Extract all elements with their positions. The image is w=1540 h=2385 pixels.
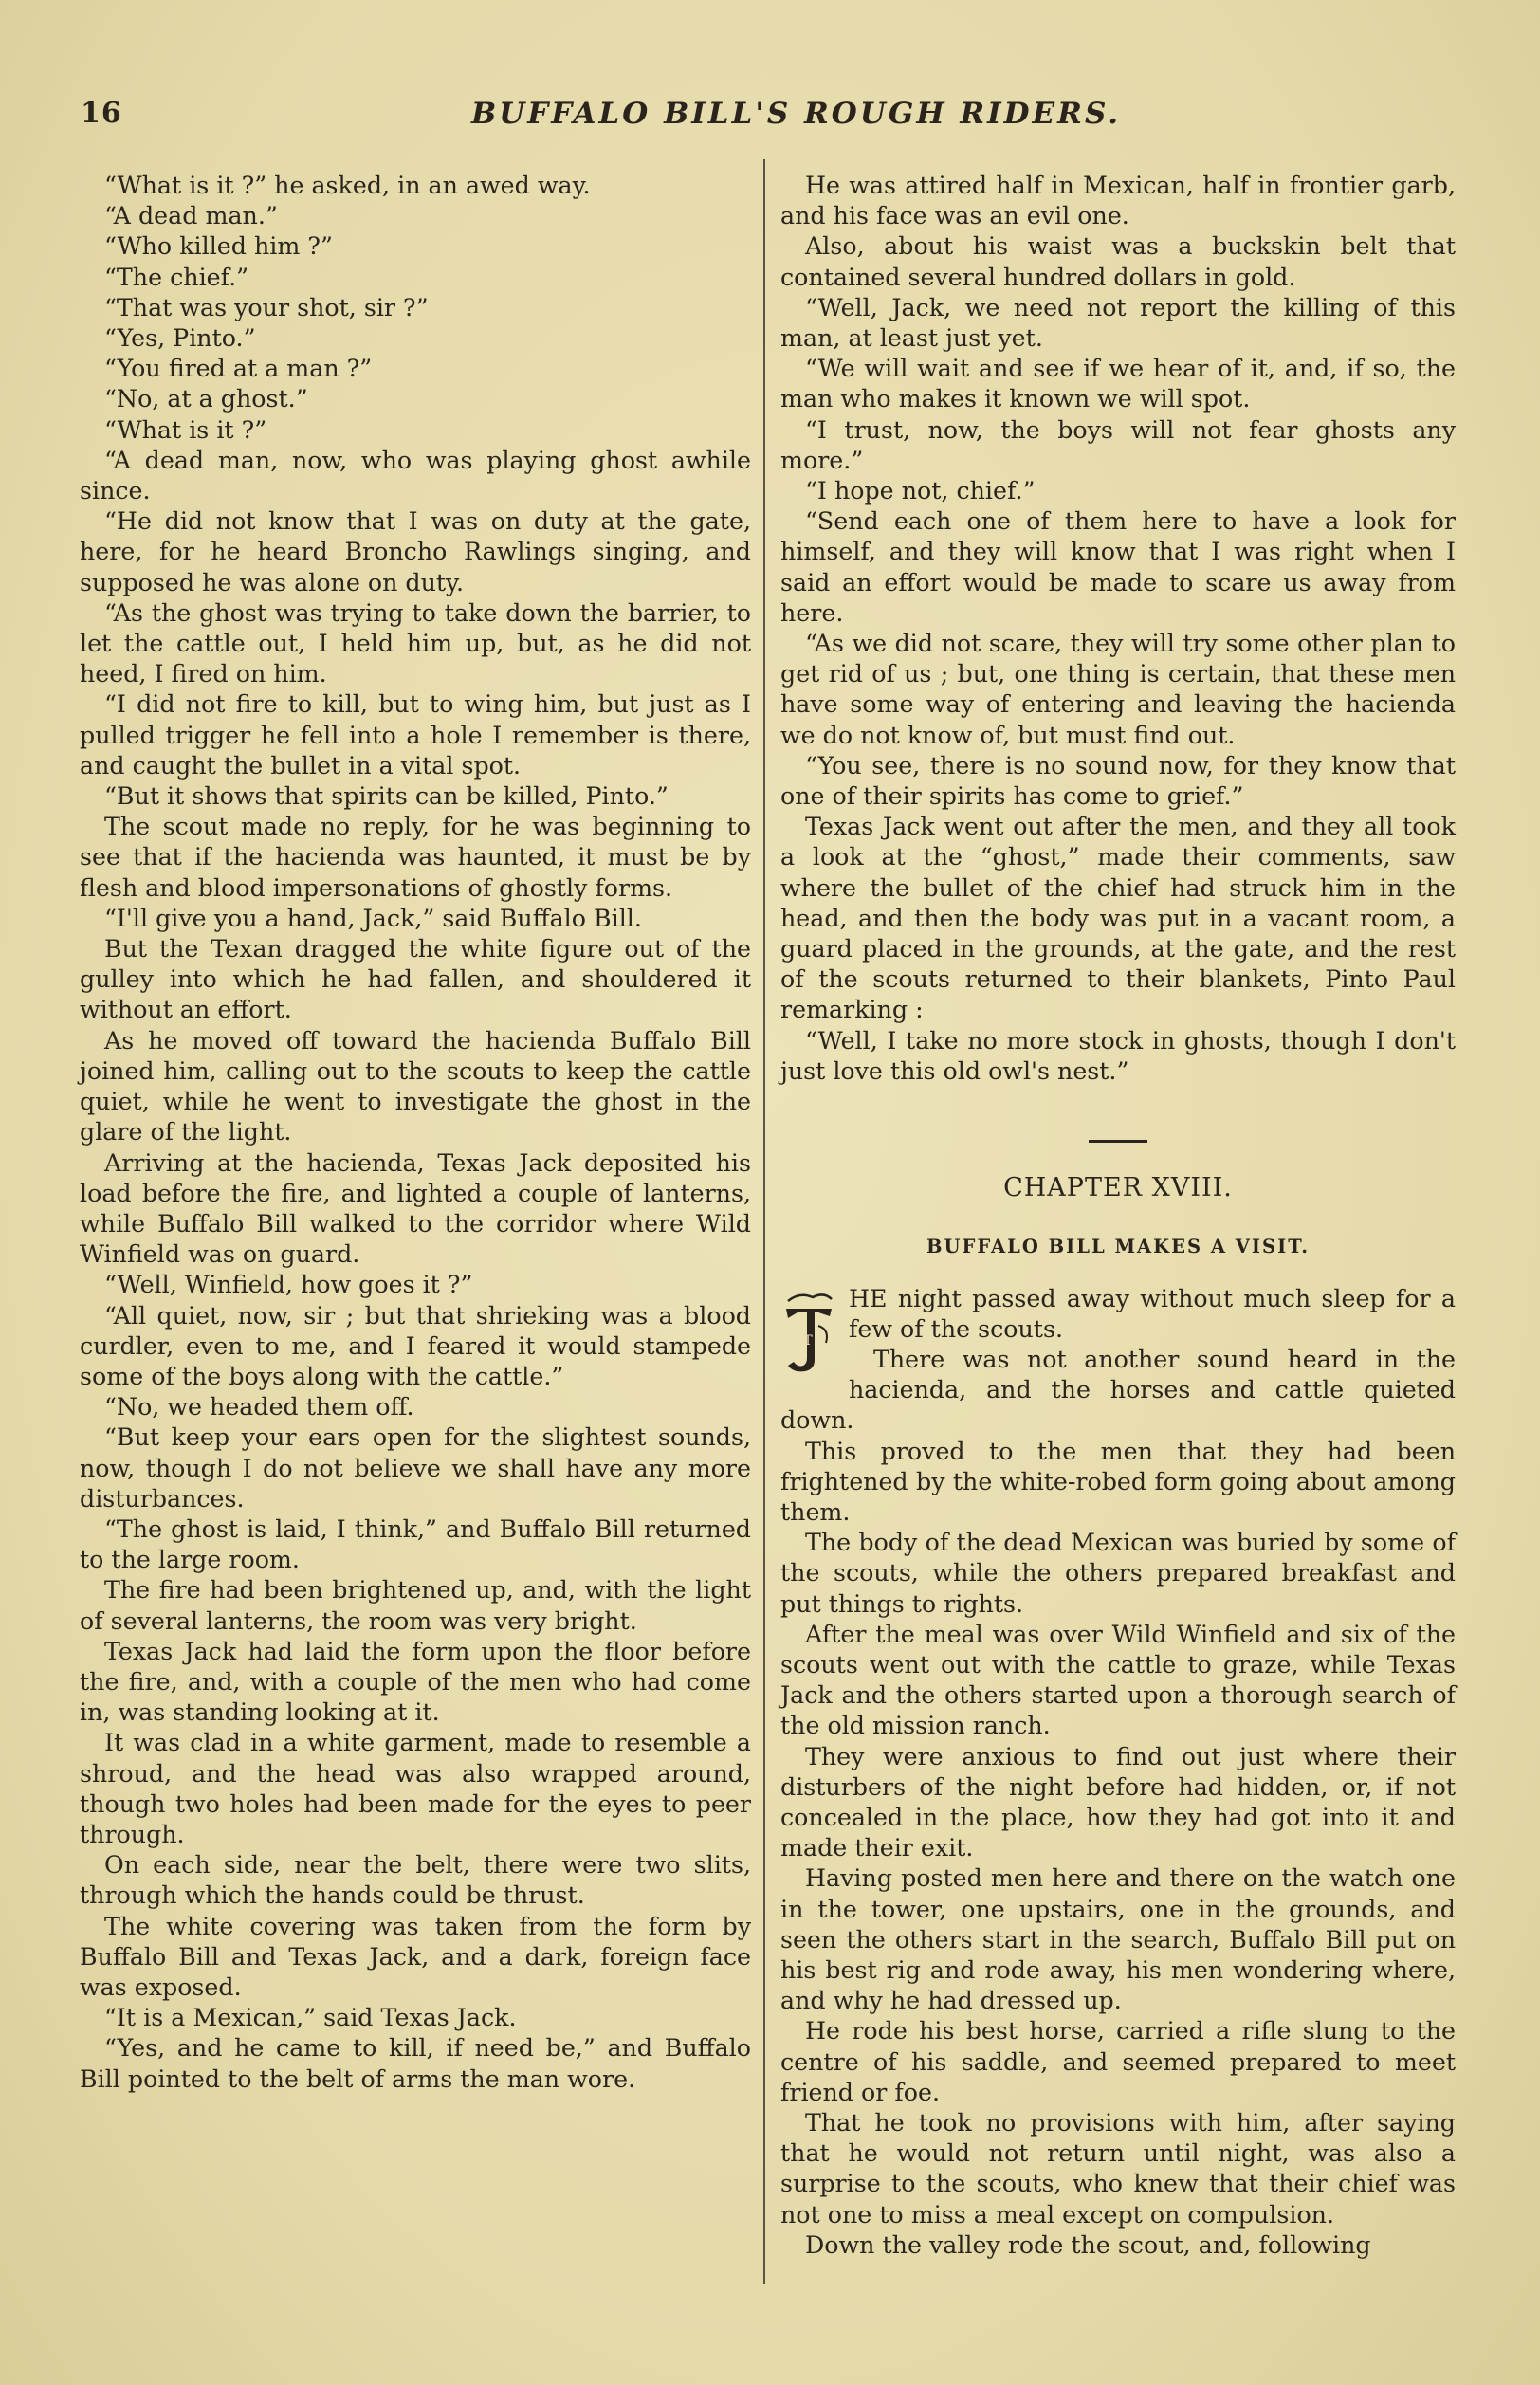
paragraph: Texas Jack went out after the men, and they all took a look at the “ghost,” made their comments, saw where the bullet of the chief had struck him in the head, and then the body was put in a vacant room, a guard placed in the grounds, at the gate, and the rest of the scouts returned to their blankets, Pinto Paul remarking :	[780, 813, 1456, 1024]
paragraph: “The chief.”	[104, 263, 249, 291]
paragraph: That he took no provisions with him, after saying that he would not return until night, was also a surprise to the scouts, who knew that their chief was not one to miss a meal except on compulsion.	[780, 2108, 1456, 2229]
paragraph: “I hope not, chief.”	[805, 477, 1036, 505]
paragraph: “I'll give you a hand, Jack,” said Buffalo Bill.	[104, 904, 642, 932]
paragraph: “That was your shot, sir ?”	[104, 293, 429, 321]
left-column	[80, 171, 751, 2095]
paragraph: “I did not fire to kill, but to wing him, but just as I pulled trigger he fell into a hole I remember is there, and caught the bullet in a vital spot.	[80, 690, 751, 780]
chapter-title: BUFFALO BILL MAKES A VISIT.	[926, 1236, 1311, 1258]
paragraph: “What is it ?” he asked, in an awed way.	[104, 172, 591, 199]
chapter-opening-text: HE night passed away without much sleep for a few of the scouts.	[849, 1284, 1456, 1343]
paragraph: On each side, near the belt, there were two slits, through which the hands could be thrust.	[80, 1851, 751, 1910]
paragraph: He rode his best horse, carried a rifle slung to the centre of his saddle, and seemed prepared to meet friend or foe.	[780, 2017, 1456, 2106]
paragraph: “As the ghost was trying to take down the barrier, to let the cattle out, I held him up, but, as he did not heed, I fired on him.	[80, 598, 751, 688]
paragraph: After the meal was over Wild Winfield and six of the scouts went out with the cattle to graze, while Texas Jack and the others started upon a thorough search of the old mission ranch.	[780, 1620, 1456, 1740]
paragraph: The white covering was taken from the form by Buffalo Bill and Texas Jack, and a dark, foreign face was exposed.	[80, 1912, 751, 2001]
paragraph: “The ghost is laid, I think,” and Buffalo Bill returned to the large room.	[80, 1514, 751, 1574]
running-title: BUFFALO BILL'S ROUGH RIDERS.	[471, 97, 1122, 131]
page-number: 16	[81, 97, 122, 130]
paragraph: They were anxious to find out just where their disturbers of the night before had hidden, or, if not concealed in the place, how they had got into it and made their exit.	[780, 1742, 1456, 1862]
paragraph: “Well, Winfield, how goes it ?”	[104, 1271, 473, 1299]
right-column-top	[780, 171, 1456, 1087]
paragraph: There was not another sound heard in the hacienda, and the horses and cattle quieted down.	[780, 1345, 1456, 1435]
paragraph: “But keep your ears open for the slightest sounds, now, though I do not believe we shall have any more disturbances.	[80, 1423, 751, 1513]
paragraph: “We will wait and see if we hear of it, and, if so, the man who makes it known we will spot.	[780, 355, 1456, 413]
paragraph: Also, about his waist was a buckskin belt that contained several hundred dollars in gold.	[780, 232, 1456, 291]
paragraph: “No, we headed them off.	[104, 1393, 414, 1422]
paragraph: “Send each one of them here to have a look for himself, and they will know that I was right when I said an effort would be made to scare us away from here.	[780, 507, 1456, 627]
paragraph: It was clad in a white garment, made to resemble a shroud, and the head was also wrapped around, though two holes had been made for the eyes to peer through.	[80, 1729, 751, 1848]
paragraph: Down the valley rode the scout, and, following	[805, 2230, 1371, 2259]
right-column-bottom	[780, 1345, 1456, 2261]
paragraph: “You fired at a man ?”	[104, 355, 373, 383]
column-divider	[763, 159, 765, 2284]
drop-cap-text: T	[803, 1332, 813, 1348]
paragraph: “Yes, and he came to kill, if need be,” and Buffalo Bill pointed to the belt of arms the man wore.	[80, 2034, 751, 2093]
drop-cap-letter	[780, 1288, 835, 1377]
right-column	[780, 171, 1456, 2261]
paragraph: “A dead man.”	[104, 202, 278, 230]
paragraph: “I trust, now, the boys will not fear ghosts any more.”	[780, 415, 1456, 474]
paragraph: “He did not know that I was on duty at the gate, here, for he heard Broncho Rawlings singing, and supposed he was alone on duty.	[80, 507, 751, 596]
paragraph: The fire had been brightened up, and, with the light of several lanterns, the room was very bright.	[80, 1576, 751, 1635]
paragraph: The scout made no reply, for he was beginning to see that if the hacienda was haunted, it must be by flesh and blood impersonations of ghostly forms.	[80, 813, 751, 902]
paragraph: This proved to the men that they had been frightened by the white-robed form going about among them.	[780, 1437, 1456, 1526]
paragraph: “Well, Jack, we need not report the killing of this man, at least just yet.	[780, 293, 1456, 353]
paragraph: But the Texan dragged the white figure out of the gulley into which he had fallen, and shouldered it without an effort.	[80, 935, 751, 1024]
paragraph: “No, at a ghost.”	[104, 385, 308, 413]
paragraph: “But it shows that spirits can be killed, Pinto.”	[104, 782, 669, 811]
paragraph: “Yes, Pinto.”	[104, 324, 256, 353]
paragraph: “A dead man, now, who was playing ghost awhile since.	[80, 446, 751, 505]
paragraph: “All quiet, now, sir ; but that shrieking was a blood curdler, even to me, and I feared it would stampede some of the boys along with the cattle.”	[80, 1301, 751, 1390]
paragraph: Arriving at the hacienda, Texas Jack deposited his load before the fire, and lighted a couple of lanterns, while Buffalo Bill walked to the corridor where Wild Winfield was on guard.	[80, 1148, 751, 1269]
chapter-heading: CHAPTER XVIII.	[1003, 1173, 1233, 1203]
paragraph: Having posted men here and there on the watch one in the tower, one upstairs, one in the grounds, and seen the others start in the search, Buffalo Bill put on his best rig and rode away, his men wondering where, and why he had dressed up.	[780, 1864, 1456, 2015]
paragraph: “What is it ?”	[104, 415, 267, 444]
paragraph: “It is a Mexican,” said Texas Jack.	[104, 2004, 517, 2032]
page-header	[81, 97, 1465, 135]
paragraph: “You see, there is no sound now, for they know that one of their spirits has come to grief.”	[780, 751, 1456, 811]
chapter-opening-paragraph	[780, 1284, 1456, 1348]
paragraph: “Well, I take no more stock in ghosts, though I don't just love this old owl's nest.”	[780, 1026, 1456, 1085]
paragraph: The body of the dead Mexican was buried by some of the scouts, while the others prepared breakfast and put things to rights.	[780, 1529, 1456, 1618]
paragraph: As he moved off toward the hacienda Buffalo Bill joined him, calling out to the scouts to keep the cattle quiet, while he went to investigate the ghost in the glare of the light.	[80, 1026, 751, 1147]
paragraph: “Who killed him ?”	[104, 232, 333, 261]
paragraph: “As we did not scare, they will try some other plan to get rid of us ; but, one thing is certain, that these men have some way of entering and leaving the hacienda we do not know of, but must find out.	[780, 630, 1456, 749]
paragraph: He was attired half in Mexican, half in frontier garb, and his face was an evil one.	[780, 172, 1456, 230]
paragraph: Texas Jack had laid the form upon the floor before the fire, and, with a couple of the men who had come in, was standing looking at it.	[80, 1637, 751, 1727]
section-rule	[1089, 1140, 1147, 1143]
